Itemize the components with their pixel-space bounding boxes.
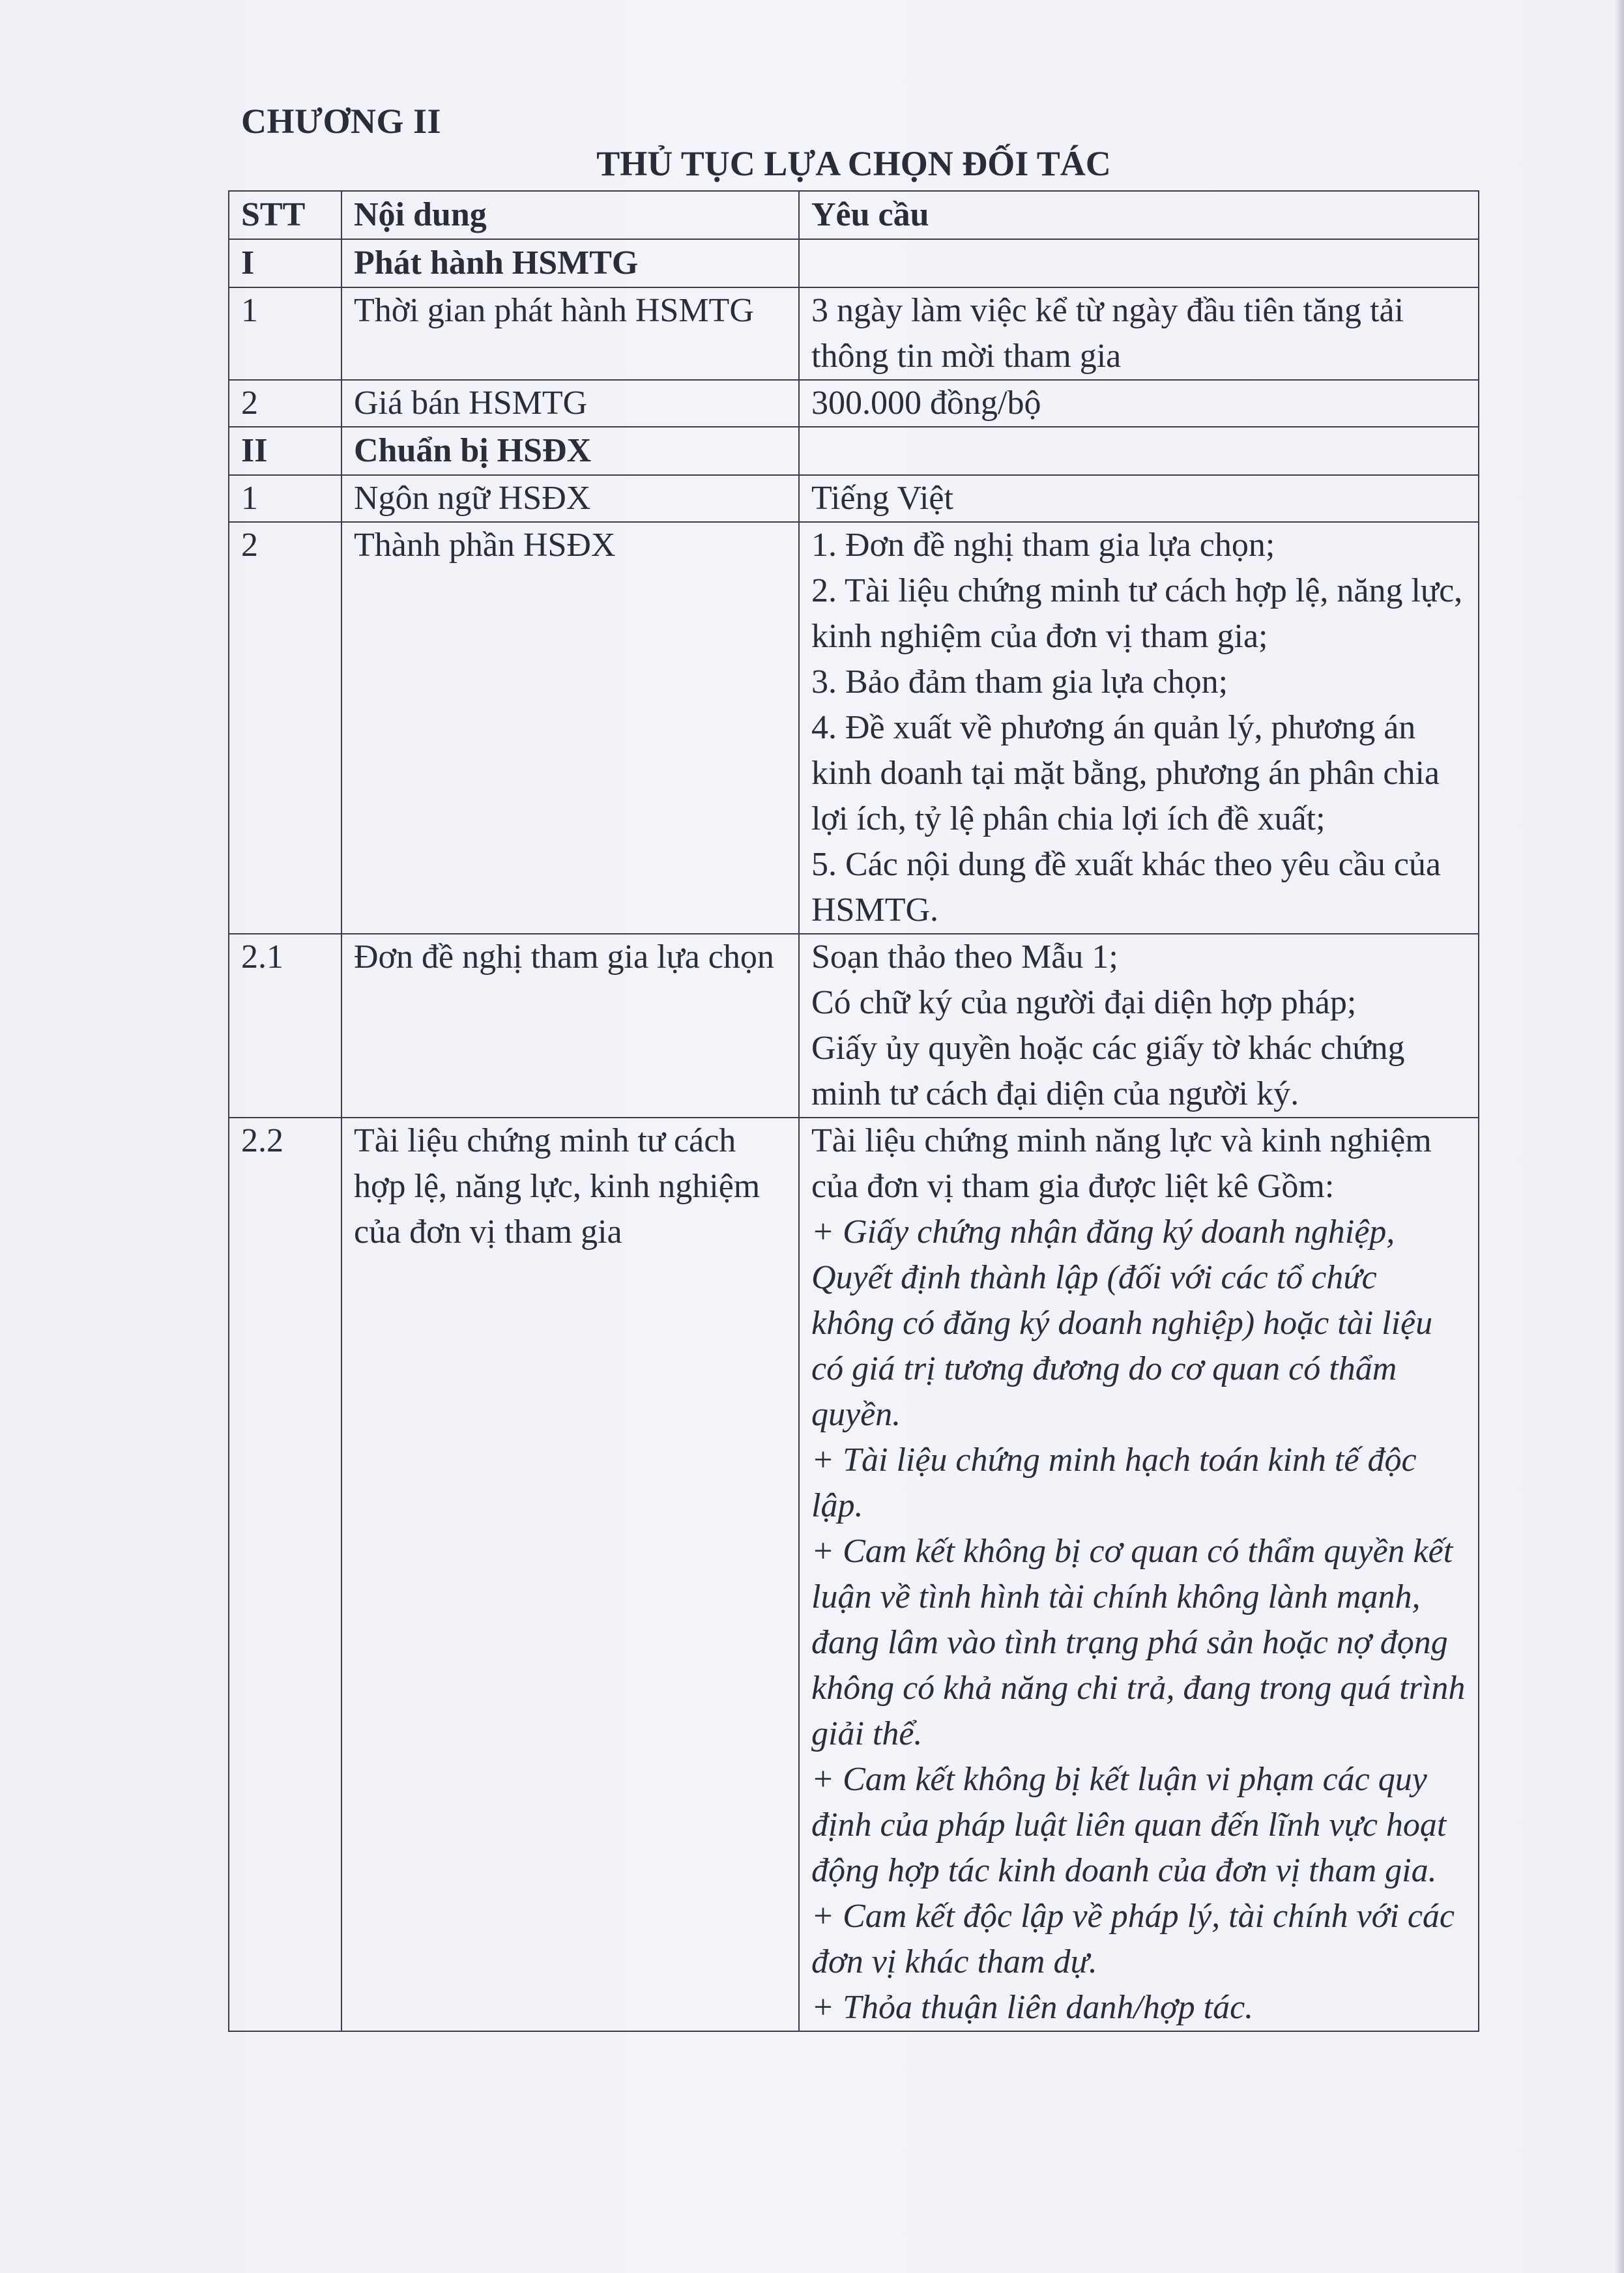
header-content: Nội dung: [341, 191, 799, 239]
requirement-line: Có chữ ký của người đại diện hợp pháp;: [811, 984, 1357, 1021]
requirement-item: + Cam kết không bị cơ quan có thẩm quyền kết luận về tình hình tài chính không lành mạnh, đang lâm vào tình trạng phá sản hoặc nợ đọng không có khả năng chi trả, đang trong quá trình giải thể.: [811, 1533, 1466, 1752]
row-requirement-list: [799, 522, 1479, 934]
requirement-line: Giấy ủy quyền hoặc các giấy tờ khác chứng minh tư cách đại diện của người ký.: [811, 1030, 1405, 1112]
row-number: 2.1: [229, 934, 341, 1118]
row-requirement-list: [799, 1118, 1479, 2031]
table-header-row: [229, 191, 1479, 239]
row-number: 2: [229, 522, 341, 934]
row-number: 1: [229, 475, 341, 522]
row-content: Ngôn ngữ HSĐX: [341, 475, 799, 522]
section-row: [229, 239, 1479, 287]
section-row: [229, 427, 1479, 475]
row-number: 1: [229, 287, 341, 380]
requirement-item: + Cam kết độc lập về pháp lý, tài chính với các đơn vị khác tham dự.: [811, 1898, 1455, 1980]
header-requirement: Yêu cầu: [799, 191, 1479, 239]
requirement-line: 2. Tài liệu chứng minh tư cách hợp lệ, năng lực, kinh nghiệm của đơn vị tham gia;: [811, 572, 1463, 655]
section-number: II: [229, 427, 341, 475]
requirement-item: + Cam kết không bị kết luận vi phạm các quy định của pháp luật liên quan đến lĩnh vực hoạt động hợp tác kinh doanh của đơn vị tham gia.: [811, 1761, 1447, 1889]
table-row: [229, 934, 1479, 1118]
row-number: 2.2: [229, 1118, 341, 2031]
row-number: 2: [229, 380, 341, 427]
row-content: Giá bán HSMTG: [341, 380, 799, 427]
document-title: THỦ TỤC LỰA CHỌN ĐỐI TÁC: [596, 144, 1111, 183]
requirement-line: 4. Đề xuất về phương án quản lý, phương án kinh doanh tại mặt bằng, phương án phân chia lợi ích, tỷ lệ phân chia lợi ích đề xuất;: [811, 709, 1440, 837]
table-row: [229, 475, 1479, 522]
requirement-item: + Giấy chứng nhận đăng ký doanh nghiệp, Quyết định thành lập (đối với các tổ chức không có đăng ký doanh nghiệp) hoặc tài liệu có giá trị tương đương do cơ quan có thẩm quyền.: [811, 1213, 1433, 1433]
section-number: I: [229, 239, 341, 287]
requirement-item: + Thỏa thuận liên danh/hợp tác.: [811, 1989, 1254, 2026]
row-requirement: 3 ngày làm việc kể từ ngày đầu tiên tăng tải thông tin mời tham gia: [799, 287, 1479, 380]
procedure-table: [228, 190, 1479, 2032]
requirement-line: 3. Bảo đảm tham gia lựa chọn;: [811, 663, 1228, 701]
requirement-line: 1. Đơn đề nghị tham gia lựa chọn;: [811, 527, 1275, 564]
section-title: Phát hành HSMTG: [341, 239, 799, 287]
requirement-line: 5. Các nội dung đề xuất khác theo yêu cầu của HSMTG.: [811, 846, 1441, 929]
section-empty-cell: [799, 427, 1479, 475]
row-content: Thành phần HSĐX: [341, 522, 799, 934]
requirement-item: + Tài liệu chứng minh hạch toán kinh tế độc lập.: [811, 1441, 1417, 1524]
table-row: [229, 380, 1479, 427]
row-content: Thời gian phát hành HSMTG: [341, 287, 799, 380]
section-empty-cell: [799, 239, 1479, 287]
requirement-line: Soạn thảo theo Mẫu 1;: [811, 938, 1118, 976]
row-content: Đơn đề nghị tham gia lựa chọn: [341, 934, 799, 1118]
row-requirement: Tiếng Việt: [799, 475, 1479, 522]
table-row: [229, 1118, 1479, 2031]
table-row: [229, 522, 1479, 934]
row-content: Tài liệu chứng minh tư cách hợp lệ, năng lực, kinh nghiệm của đơn vị tham gia: [341, 1118, 799, 2031]
header-stt: STT: [229, 191, 341, 239]
row-requirement: 300.000 đồng/bộ: [799, 380, 1479, 427]
requirement-intro: Tài liệu chứng minh năng lực và kinh nghiệm của đơn vị tham gia được liệt kê Gồm:: [811, 1122, 1432, 1205]
row-requirement-list: [799, 934, 1479, 1118]
section-title: Chuẩn bị HSĐX: [341, 427, 799, 475]
chapter-heading: CHƯƠNG II: [241, 102, 442, 141]
table-row: [229, 287, 1479, 380]
